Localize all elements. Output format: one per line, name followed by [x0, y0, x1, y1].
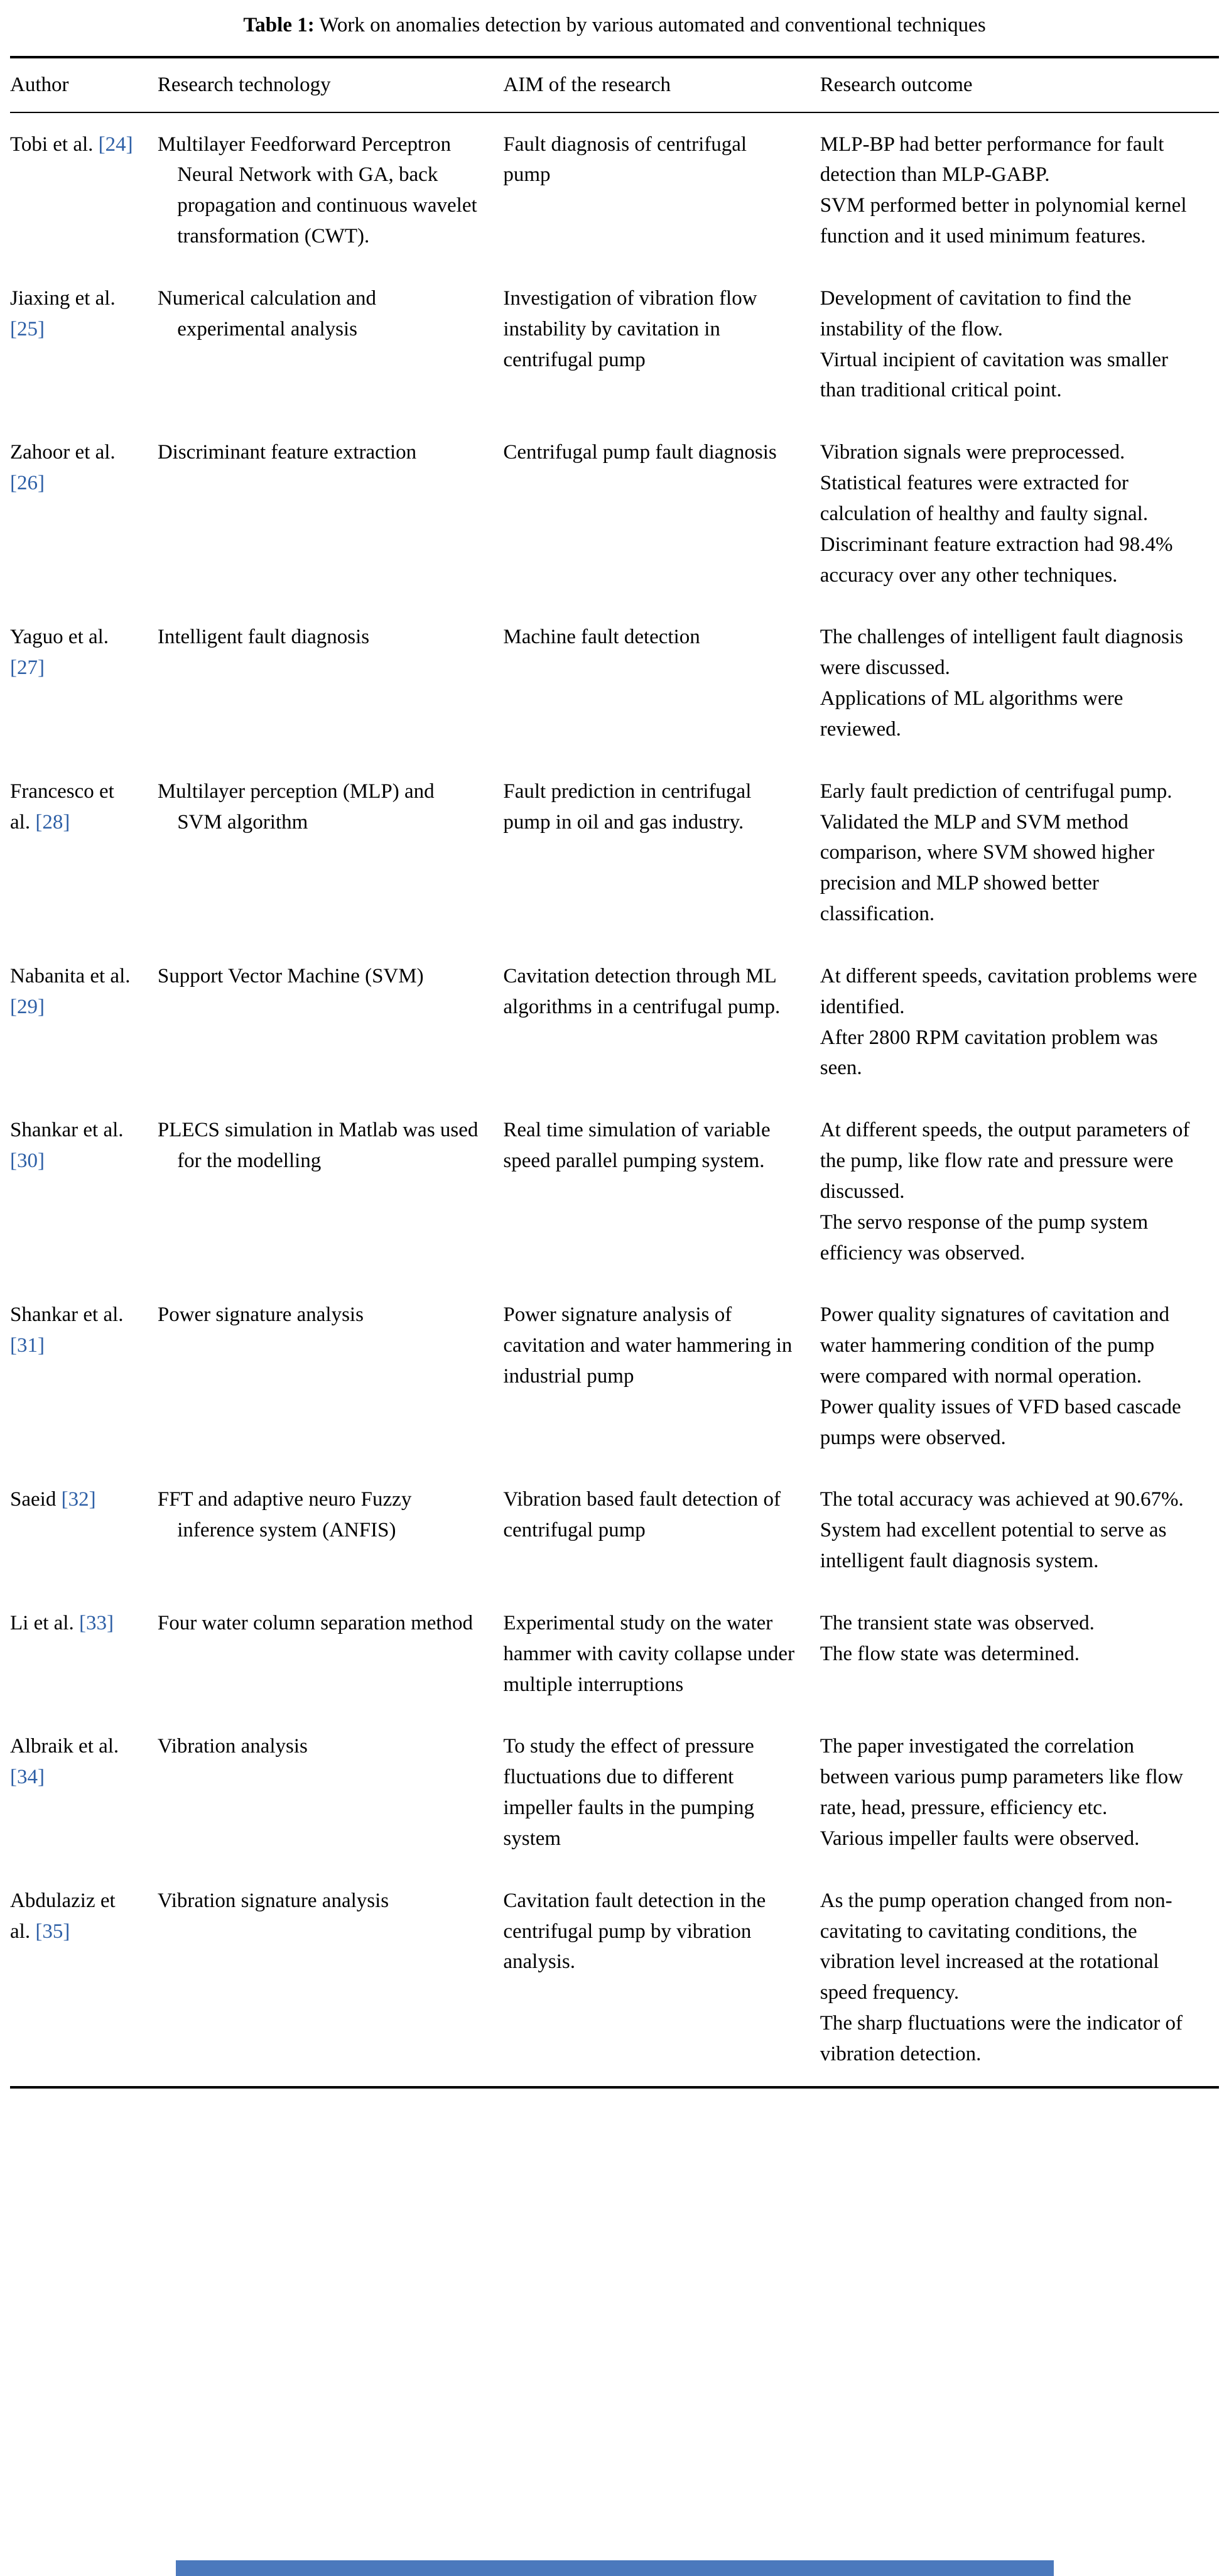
- tech-cell: [158, 1593, 504, 1716]
- author-name: Francesco et al.: [10, 780, 114, 834]
- table-row: [10, 1871, 1219, 2087]
- tech-text: Four water column separation method: [157, 1611, 474, 1634]
- aim-cell: [503, 1100, 820, 1285]
- aim-cell: [503, 112, 820, 268]
- outcome-cell: [820, 112, 1219, 268]
- table-row: [10, 761, 1219, 946]
- outcome-cell: [820, 268, 1219, 422]
- outcome-sentence: Validated the MLP and SVM method comparison, where SVM showed higher precision and MLP showed better classification.: [820, 810, 1155, 926]
- tech-text: Multilayer perception (MLP) and SVM algorithm: [157, 780, 435, 834]
- table-header-row: [10, 57, 1219, 112]
- outcome-sentence: Power quality signatures of cavitation and water hammering condition of the pump were compared with normal operation.: [820, 1303, 1170, 1388]
- table-caption-label: Table 1:: [243, 14, 315, 36]
- outcome-sentence: Applications of ML algorithms were reviewed.: [820, 687, 1123, 741]
- outcome-cell: [820, 1285, 1219, 1469]
- author-name: Saeid: [10, 1488, 57, 1511]
- citation-link[interactable]: [27]: [10, 656, 45, 680]
- aim-cell: [503, 946, 820, 1100]
- author-cell: [10, 1871, 158, 2087]
- outcome-sentence: Virtual incipient of cavitation was smaller than traditional critical point.: [820, 348, 1168, 402]
- aim-text: Investigation of vibration flow instability by cavitation in centrifugal pump: [503, 286, 757, 371]
- outcome-sentence: The flow state was determined.: [820, 1642, 1080, 1665]
- outcome-sentence: Vibration signals were preprocessed.: [820, 441, 1125, 464]
- outcome-sentence: The servo response of the pump system efficiency was observed.: [820, 1210, 1149, 1264]
- outcome-sentence: As the pump operation changed from non-cavitating to cavitating conditions, the vibration level increased at the rotational speed frequency.: [820, 1889, 1172, 2004]
- table-row: [10, 268, 1219, 422]
- author-cell: [10, 607, 158, 761]
- aim-text: Cavitation fault detection in the centrifugal pump by vibration analysis.: [503, 1889, 766, 1974]
- outcome-sentence: Development of cavitation to find the instability of the flow.: [820, 286, 1132, 340]
- tech-text: Support Vector Machine (SVM): [157, 964, 424, 987]
- outcome-sentence: Various impeller faults were observed.: [820, 1827, 1140, 1850]
- tech-text: PLECS simulation in Matlab was used for the modelling: [157, 1119, 479, 1173]
- outcome-sentence: The sharp fluctuations were the indicator of vibration detection.: [820, 2012, 1183, 2065]
- tech-cell: [158, 1285, 504, 1469]
- outcome-cell: [820, 1100, 1219, 1285]
- tech-text: Numerical calculation and experimental analysis: [157, 286, 377, 340]
- outcome-sentence: SVM performed better in polynomial kernel function and it used minimum features.: [820, 194, 1187, 248]
- outcome-cell: [820, 1871, 1219, 2087]
- author-name: Jiaxing et al.: [10, 286, 116, 310]
- table-row: [10, 1469, 1219, 1592]
- outcome-sentence: The total accuracy was achieved at 90.67%.: [820, 1488, 1184, 1511]
- author-cell: [10, 761, 158, 946]
- aim-text: Vibration based fault detection of centrifugal pump: [503, 1488, 781, 1542]
- outcome-sentence: After 2800 RPM cavitation problem was seen.: [820, 1026, 1158, 1080]
- citation-link[interactable]: [35]: [35, 1920, 70, 1943]
- author-cell: [10, 1285, 158, 1469]
- citation-link[interactable]: [29]: [10, 995, 45, 1018]
- author-cell: [10, 422, 158, 607]
- outcome-cell: [820, 946, 1219, 1100]
- aim-text: Power signature analysis of cavitation and water hammering in industrial pump: [503, 1303, 793, 1388]
- author-name: Yaguo et al.: [10, 626, 109, 649]
- table-row: [10, 1100, 1219, 1285]
- tech-text: Multilayer Feedforward Perceptron Neural Network with GA, back propagation and continuous wavelet transformation (CWT).: [157, 133, 477, 248]
- outcome-sentence: At different speeds, the output parameters of the pump, like flow rate and pressure were discussed.: [820, 1119, 1190, 1203]
- tech-cell: [158, 268, 504, 422]
- aim-cell: [503, 1716, 820, 1870]
- aim-cell: [503, 761, 820, 946]
- outcome-cell: [820, 422, 1219, 607]
- outcome-cell: [820, 1469, 1219, 1592]
- author-name: Tobi et al.: [10, 133, 94, 156]
- author-cell: [10, 1716, 158, 1870]
- author-name: Shankar et al.: [10, 1303, 124, 1327]
- tech-cell: [158, 1871, 504, 2087]
- anomalies-detection-table: [10, 56, 1219, 2089]
- citation-link[interactable]: [26]: [10, 472, 45, 495]
- aim-text: Real time simulation of variable speed parallel pumping system.: [503, 1119, 771, 1173]
- tech-text: Vibration analysis: [157, 1735, 308, 1758]
- column-header-author: Author: [10, 57, 158, 112]
- aim-cell: [503, 268, 820, 422]
- aim-text: Experimental study on the water hammer with cavity collapse under multiple interruptions: [503, 1611, 795, 1696]
- table-row: [10, 112, 1219, 268]
- tech-text: Vibration signature analysis: [157, 1889, 389, 1912]
- aim-text: Fault diagnosis of centrifugal pump: [503, 133, 747, 187]
- citation-link[interactable]: [31]: [10, 1334, 45, 1357]
- citation-link[interactable]: [34]: [10, 1766, 45, 1789]
- tech-text: Intelligent fault diagnosis: [157, 626, 370, 649]
- tech-cell: [158, 607, 504, 761]
- citation-link[interactable]: [32]: [61, 1488, 96, 1511]
- table-row: [10, 1716, 1219, 1870]
- outcome-sentence: MLP-BP had better performance for fault detection than MLP-GABP.: [820, 133, 1164, 187]
- author-name: Albraik et al.: [10, 1735, 119, 1758]
- citation-link[interactable]: [28]: [35, 810, 70, 834]
- author-cell: [10, 1469, 158, 1592]
- outcome-sentence: System had excellent potential to serve as intelligent fault diagnosis system.: [820, 1519, 1167, 1573]
- citation-link[interactable]: [33]: [79, 1611, 114, 1634]
- aim-text: Fault prediction in centrifugal pump in oil and gas industry.: [503, 780, 752, 834]
- outcome-cell: [820, 1593, 1219, 1716]
- tech-text: FFT and adaptive neuro Fuzzy inference system (ANFIS): [157, 1488, 412, 1542]
- outcome-cell: [820, 1716, 1219, 1870]
- citation-link[interactable]: [24]: [98, 133, 133, 156]
- tech-cell: [158, 1469, 504, 1592]
- table-caption-text: Work on anomalies detection by various automated and conventional techniques: [314, 14, 986, 36]
- author-cell: [10, 112, 158, 268]
- outcome-sentence: Early fault prediction of centrifugal pump.: [820, 780, 1172, 803]
- author-name: Shankar et al.: [10, 1119, 124, 1142]
- table-row: [10, 946, 1219, 1100]
- bottom-blue-bar: [176, 2560, 1054, 2576]
- aim-text: Centrifugal pump fault diagnosis: [503, 441, 777, 464]
- author-name: Nabanita et al.: [10, 964, 131, 987]
- author-name: Zahoor et al.: [10, 441, 116, 464]
- outcome-sentence: The transient state was observed.: [820, 1611, 1095, 1634]
- author-name: Li et al.: [10, 1611, 74, 1634]
- aim-cell: [503, 1285, 820, 1469]
- author-cell: [10, 1100, 158, 1285]
- table-row: [10, 607, 1219, 761]
- outcome-cell: [820, 761, 1219, 946]
- tech-cell: [158, 112, 504, 268]
- aim-cell: [503, 1593, 820, 1716]
- citation-link[interactable]: [30]: [10, 1149, 45, 1173]
- outcome-sentence: Statistical features were extracted for calculation of healthy and faulty signal.: [820, 472, 1149, 525]
- aim-text: To study the effect of pressure fluctuations due to different impeller faults in the pumping system: [503, 1735, 754, 1850]
- citation-link[interactable]: [25]: [10, 317, 45, 340]
- outcome-sentence: The paper investigated the correlation between various pump parameters like flow rate, head, pressure, efficiency etc.: [820, 1735, 1183, 1820]
- aim-cell: [503, 1871, 820, 2087]
- table-row: [10, 1593, 1219, 1716]
- aim-cell: [503, 422, 820, 607]
- column-header-technology: Research technology: [158, 57, 504, 112]
- tech-cell: [158, 422, 504, 607]
- aim-cell: [503, 607, 820, 761]
- aim-cell: [503, 1469, 820, 1592]
- author-cell: [10, 946, 158, 1100]
- table-body: [10, 112, 1219, 2087]
- outcome-sentence: Power quality issues of VFD based cascade pumps were observed.: [820, 1395, 1181, 1449]
- outcome-sentence: At different speeds, cavitation problems were identified.: [820, 964, 1198, 1018]
- outcome-sentence: The challenges of intelligent fault diagnosis were discussed.: [820, 626, 1183, 680]
- outcome-cell: [820, 607, 1219, 761]
- tech-cell: [158, 1716, 504, 1870]
- tech-text: Discriminant feature extraction: [157, 441, 417, 464]
- column-header-outcome: Research outcome: [820, 57, 1219, 112]
- tech-cell: [158, 761, 504, 946]
- tech-text: Power signature analysis: [157, 1303, 364, 1327]
- aim-text: Cavitation detection through ML algorithms in a centrifugal pump.: [503, 964, 781, 1018]
- table-row: [10, 1285, 1219, 1469]
- author-cell: [10, 268, 158, 422]
- outcome-sentence: Discriminant feature extraction had 98.4% accuracy over any other techniques.: [820, 533, 1173, 587]
- table-row: [10, 422, 1219, 607]
- aim-text: Machine fault detection: [503, 626, 700, 649]
- column-header-aim: AIM of the research: [503, 57, 820, 112]
- tech-cell: [158, 946, 504, 1100]
- table-caption: [10, 10, 1219, 41]
- tech-cell: [158, 1100, 504, 1285]
- author-name: Abdulaziz et al.: [10, 1889, 116, 1943]
- author-cell: [10, 1593, 158, 1716]
